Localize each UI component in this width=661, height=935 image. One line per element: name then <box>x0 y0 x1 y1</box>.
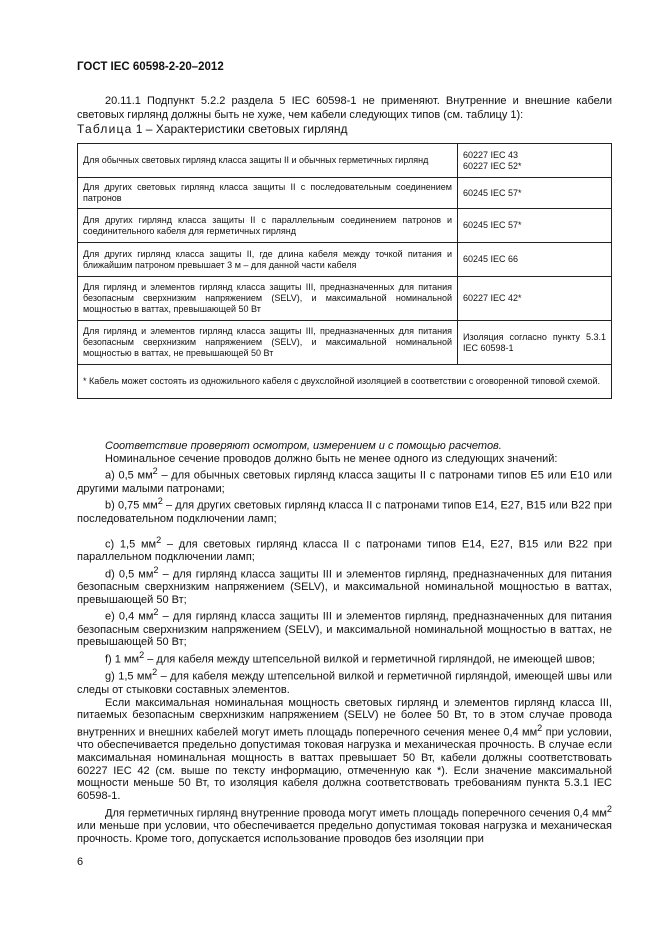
cable-type-line: 60227 IEC 52* <box>463 160 522 171</box>
table-cell-description: Для обычных световых гирлянд класса защиты II и обычных герметичных гирлянд <box>78 144 458 178</box>
list-item-a: а) 0,5 $мм^2$ – для обычных световых гирлянд класса защиты II с патронами типов Е5 или Е10 или другими малыми патронами; <box>77 466 612 495</box>
table-row <box>78 321 612 365</box>
table-cell-cable-type <box>458 178 612 209</box>
table-cell-description: Для других световых гирлянд класса защиты II с последовательным соединением патронов <box>78 178 458 209</box>
table-row <box>78 243 612 277</box>
table-row <box>78 144 612 178</box>
table-row <box>78 178 612 209</box>
table-footnote-row <box>78 365 612 399</box>
table-row <box>78 209 612 243</box>
page-number: 6 <box>77 856 84 868</box>
cable-type-line: 60227 IEC 43 <box>463 149 519 160</box>
table-cell-cable-type <box>458 321 612 365</box>
list-item-d: d) 0,5 $мм^2$ – для гирлянд класса защиты III и элементов гирлянд, предназначенных для питания безопасным сверхнизким напряжением (SELV), и максимальной номинальной мощностью в ваттах, превышающей 50 Вт; <box>77 564 612 606</box>
table-cell-cable-type <box>458 243 612 277</box>
paragraph-sealed-garlands: Для герметичных гирлянд внутренние провода могут иметь площадь поперечного сечения 0,4 $мм^2$ или меньше при условии, что обеспечивается предельно допустимая токовая нагрузка и механическая прочность. Кроме того, допускается использование проводов без изоляции при <box>77 803 612 845</box>
cable-type-line: 60245 IEC 57* <box>463 187 522 198</box>
list-item-b: b) 0,75 $мм^2$ – для других световых гирлянд класса II с патронами типов Е14, Е27, В15 или В22 при последовательном подключении ламп; <box>77 496 612 525</box>
paragraph-power-limit: Если максимальная номинальная мощность световых гирлянд и элементов гирлянд класса III, питаемых безопасным сверхнизким напряжением (SELV) не более 50 Вт, то в этом случае провода внутренних и внешних кабелей могут иметь площадь поперечного сечения менее 0,4 $мм^2$ при условии, что обеспечивается предельно допустимая токовая нагрузка и механическая прочность. В случае если максимальная номинальная мощность в ваттах превышает 50 Вт, кабели должны соответствовать 60227 IEC 42 (см. выше по тексту информацию, отмеченную как *). Если значение максимальной мощности меньше 50 Вт, то изоляция кабеля должна соответствовать требованиям пункта 5.3.1 IEC 60598-1. <box>77 696 612 803</box>
table-cell-cable-type <box>458 209 612 243</box>
compliance-note: Соответствие проверяют осмотром, измерением и с помощью расчетов. <box>105 440 502 452</box>
table-footnote: * Кабель может состоять из одножильного кабеля с двухслойной изоляцией в соответствии с оговоренной типовой схемой. <box>78 365 612 399</box>
cable-type-line: Изоляция согласно пункту 5.3.1 IEC 60598-1 <box>463 331 606 353</box>
table-cell-cable-type <box>458 277 612 321</box>
list-item-c: с) 1,5 $мм^2$ – для световых гирлянд класса II с патронами типов Е14, Е27, В15 или В22 при параллельном подключении ламп; <box>77 534 612 563</box>
table-cell-description: Для других гирлянд класса защиты II, где длина кабеля между точкой питания и ближайшим патроном превышает 3 м – для данной части кабеля <box>78 243 458 277</box>
cable-type-line: 60245 IEC 66 <box>463 254 519 264</box>
body-text <box>77 440 612 846</box>
cable-type-line: 60245 IEC 57* <box>463 220 522 230</box>
list-item-e: е) 0,4 $мм^2$ – для гирлянд класса защиты III и элементов гирлянд, предназначенных для питания безопасным сверхнизким напряжением (SELV), и максимальной номинальной мощностью в ваттах, не превышающей 50 Вт; <box>77 607 612 649</box>
lead-paragraph: Номинальное сечение проводов должно быть не менее одного из следующих значений: <box>105 452 558 465</box>
list-item-f: f) 1 $мм^2$ – для кабеля между штепсельной вилкой и герметичной гирляндой, не имеющей швов; <box>105 650 596 666</box>
table-row <box>78 277 612 321</box>
cable-type-line: 60227 IEC 42* <box>463 293 522 303</box>
table-cell-description: Для гирлянд и элементов гирлянд класса защиты III, предназначенных для питания безопасным сверхнизким напряжением (SELV), и максимальной номинальной мощностью в ваттах, превышающей 50 Вт <box>78 277 458 321</box>
table-caption-label: Таблица <box>77 122 133 136</box>
intro-text: 20.11.1 Подпункт 5.2.2 раздела 5 IEC 60598-1 не применяют. Внутренние и внешние кабели световых гирлянд должны быть не хуже, чем кабели следующих типов (см. таблицу 1): <box>77 95 612 121</box>
list-item-g: g) 1,5 $мм^2$ – для кабеля между штепсельной вилкой и герметичной гирляндой, имеющей швы или следы от стыковки составных элементов. <box>77 667 613 696</box>
table-caption-title: 1 – Характеристики световых гирлянд <box>135 122 348 136</box>
table-cell-cable-type <box>458 144 612 178</box>
intro-paragraph <box>77 95 612 122</box>
table-cell-description: Для гирлянд и элементов гирлянд класса защиты III, предназначенных для питания безопасным сверхнизким напряжением (SELV), и максимальной номинальной мощностью в ваттах, не превышающей 50 Вт <box>78 321 458 365</box>
document-code: ГОСТ IEC 60598-2-20–2012 <box>77 61 224 73</box>
cable-types-table <box>77 143 612 399</box>
table-cell-description: Для других гирлянд класса защиты II с параллельным соединением патронов и соединительного кабеля для герметичных гирлянд <box>78 209 458 243</box>
table-caption <box>77 122 347 136</box>
